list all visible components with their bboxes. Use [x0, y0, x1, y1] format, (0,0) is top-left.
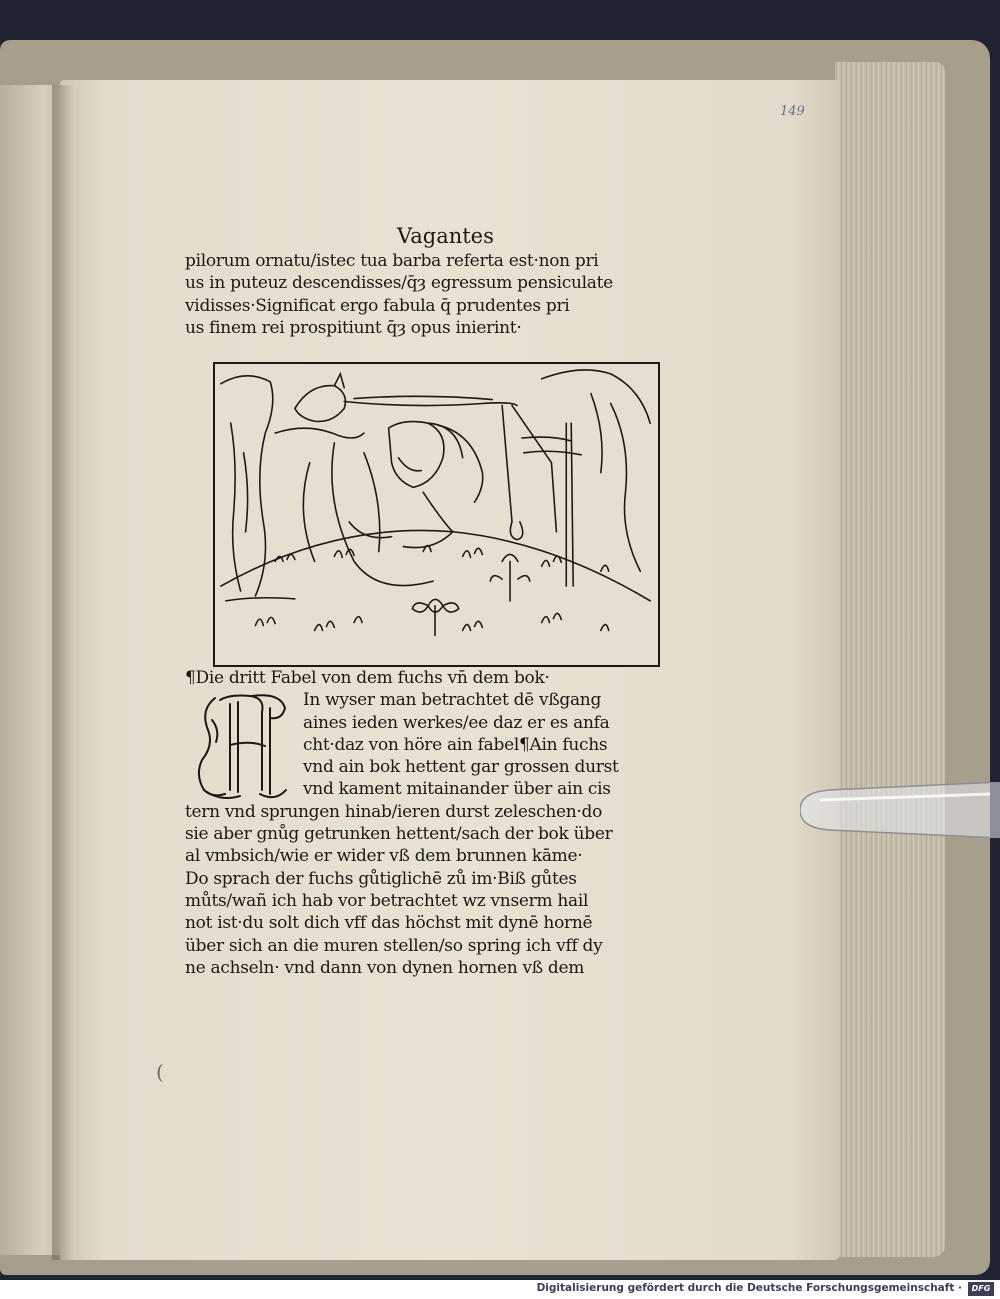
latin-line: vidisses·Significat ergo fabula q̄ prudentes pri	[185, 295, 570, 316]
woodcut-illustration	[213, 362, 660, 667]
latin-line: pilorum ornatu/istec tua barba referta est·non pri	[185, 251, 599, 271]
german-line: vnd kament mitainander über ain cis	[303, 779, 611, 800]
german-line: tern vnd sprungen hinab/ieren durst zeleschen·do	[185, 801, 603, 822]
latin-text-block	[185, 250, 660, 339]
german-line: můts/wañ ich hab vor betrachtet wz vnserm hail	[185, 890, 589, 911]
pencil-mark: (	[156, 1060, 164, 1084]
gutter-shadow	[52, 85, 74, 1260]
decorated-initial-a	[190, 690, 290, 802]
german-line: sie aber gnůg getrunken hettent/sach der bok über	[185, 824, 613, 845]
german-line: ne achseln· vnd dann von dynen hornen vß dem	[185, 957, 585, 978]
german-line: über sich an die muren stellen/so spring ich vff dy	[185, 935, 603, 956]
german-line: cht·daz von höre ain fabel¶Ain fuchs	[303, 734, 608, 755]
dfg-logo: DFG	[968, 1282, 994, 1296]
latin-line: us finem rei prospitiunt q̄ȝ opus inierint·	[185, 317, 522, 338]
german-line: al vmbsich/wie er wider vß dem brunnen kāme·	[185, 846, 583, 867]
fore-edge	[835, 62, 945, 1257]
latin-line: us in puteuz descendisses/q̄ȝ egressum pensiculate	[185, 273, 613, 294]
glass-page-weight	[800, 782, 1000, 838]
german-line: Do sprach der fuchs gůtiglichē zů im·Biß gůtes	[185, 868, 577, 889]
woodcut-drawing	[215, 364, 658, 665]
german-line: vnd ain bok hettent gar grossen durst	[303, 757, 619, 778]
running-head: Vagantes	[397, 224, 494, 248]
fable-heading: ¶Die dritt Fabel von dem fuchs vn̄ dem bok·	[185, 668, 550, 688]
initial-letter-drawing	[190, 690, 290, 802]
funding-credit: Digitalisierung gefördert durch die Deutsche Forschungsgemeinschaft ·	[536, 1282, 962, 1294]
glass-weight-drawing	[800, 782, 1000, 838]
footer-bar	[0, 1280, 1000, 1299]
german-line: In wyser man betrachtet dē vßgang	[303, 690, 602, 711]
german-line: not ist·du solt dich vff das höchst mit dynē hornē	[185, 913, 593, 934]
german-line: aines ieden werkes/ee daz er es anfa	[303, 712, 610, 733]
folio-number: 149	[780, 104, 805, 119]
